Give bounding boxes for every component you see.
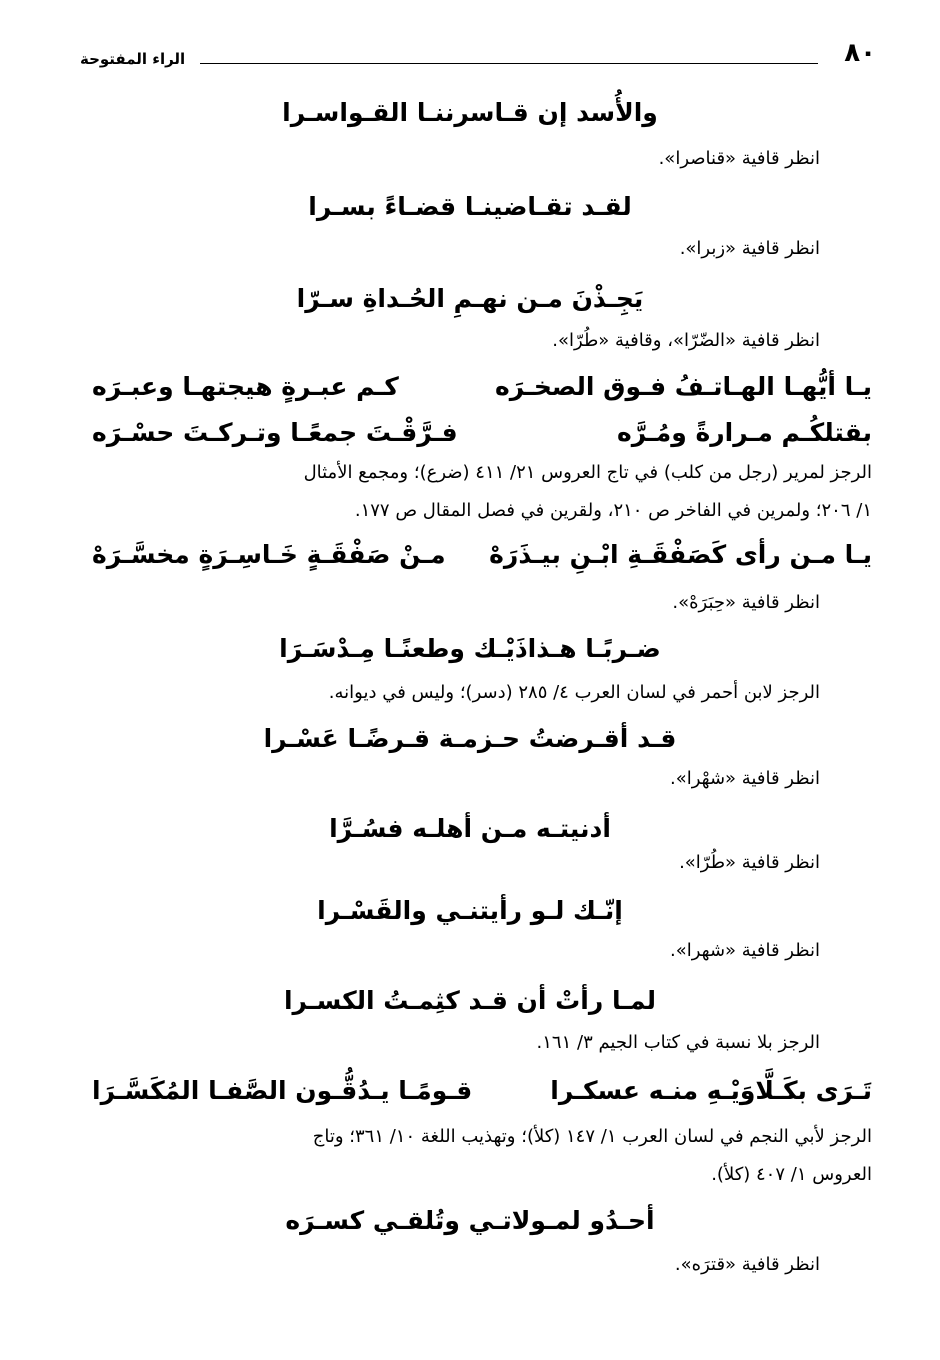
verse-line: أدنيتـه مـن أهلـه فسُـرَّا (329, 814, 611, 843)
verse-couplet (0, 418, 940, 454)
source-note: ١/ ٢٠٦؛ ولمرين في الفاخر ص ٢١٠، ولقرين في فصل المقال ص ١٧٧. (354, 500, 872, 521)
page-header (80, 38, 880, 74)
reference-note: انظر قافية «قناصرا». (658, 148, 820, 169)
verse-couplet (0, 372, 940, 408)
source-note: الرجز لمرير (رجل من كلب) في تاج العروس ٢١/ ٤١١ (ضرع)؛ ومجمع الأمثال (303, 462, 872, 483)
source-note: الرجز لأبي النجم في لسان العرب ١/ ١٤٧ (كلأ)؛ وتهذيب اللغة ١٠/ ٣٦١؛ وتاج (312, 1126, 872, 1147)
verse-line: لقـد تقـاضينـا قضـاءً بسـرا (308, 192, 632, 221)
verse-line: أحـدُو لمـولاتـي وتُلقـي كسـرَه (285, 1206, 655, 1235)
verse-line: والأُسد إن قـاسرننـا القـواسـرا (282, 98, 658, 127)
header-rule (200, 63, 818, 64)
reference-note: انظر قافية «شهْرا». (670, 768, 820, 789)
second-hemistich: قـومًـا يـدُقُّـون الصَّفـا المُكَسَّـرَا (92, 1076, 473, 1105)
first-hemistich: يـا مـن رأى كَصَفْقَـةِ ابْـنِ بيـذَرَهْ (489, 540, 872, 569)
reference-note: انظر قافية «قترَه». (674, 1254, 820, 1275)
source-note: العروس ١/ ٤٠٧ (كلأ). (711, 1164, 872, 1185)
reference-note: انظر قافية «شهرا». (670, 940, 820, 961)
first-hemistich: تَـرَى بكَـلَّاوَيْـهِ منـه عسكـرا (550, 1076, 872, 1105)
running-title: الراء المفتوحة (80, 50, 186, 68)
verse-line: قـد أقـرضتُ حـزمـة قـرضًـا عَسْـرا (263, 724, 677, 753)
reference-note: انظر قافية «الضّرّا»، وقافية «طُرّا». (552, 330, 820, 351)
first-hemistich: بقتلكُـم مـرارةً ومُـرَّه (616, 418, 872, 447)
reference-note: انظر قافية «طُرّا». (679, 852, 820, 873)
page-number: ٨٠ (844, 38, 876, 68)
verse-line: يَجِـذْنَ مـن نهـمِ الحُـداةِ سـرّا (296, 284, 644, 313)
reference-note: انظر قافية «زبرا». (679, 238, 820, 259)
verse-couplet (0, 1076, 940, 1112)
verse-line: ضـربًـا هـذاذَيْـك وطعنًـا مِـدْسَـرَا (279, 634, 661, 663)
second-hemistich: فـرَّقْـتَ جمعًـا وتـركـتَ حسْـرَه (92, 418, 458, 447)
verse-couplet (0, 540, 940, 576)
reference-note: انظر قافية «حِبَرَهْ». (672, 592, 820, 613)
second-hemistich: مـنْ صَفْقَـةٍ خَـاسِـرَةٍ مخسَّـرَهْ (92, 540, 446, 569)
verse-line: لمـا رأتْ أن قـد كثِمـتُ الكسـرا (283, 986, 657, 1015)
first-hemistich: يـا أيُّهـا الهـاتـفُ فـوق الصخـرَه (494, 372, 872, 401)
second-hemistich: كـم عبـرةٍ هيجتهـا وعبـرَه (92, 372, 399, 401)
source-note: الرجز بلا نسبة في كتاب الجيم ٣/ ١٦١. (536, 1032, 820, 1053)
source-note: الرجز لابن أحمر في لسان العرب ٤/ ٢٨٥ (دسر)؛ وليس في ديوانه. (328, 682, 820, 703)
verse-line: إنّـك لـو رأيتنـي والقَسْـرا (317, 896, 623, 925)
